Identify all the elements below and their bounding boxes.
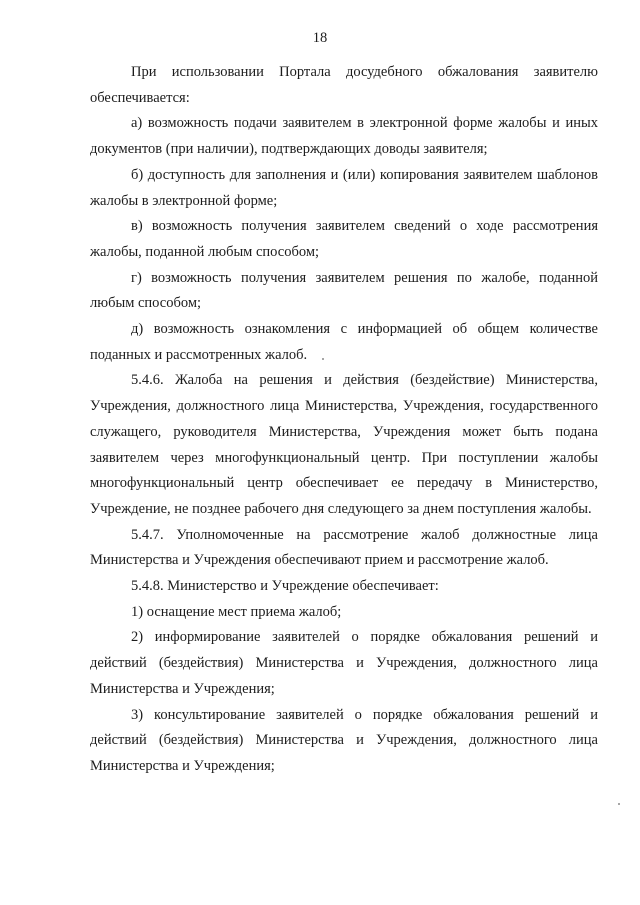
list-item-a: а) возможность подачи заявителем в электронной форме жалобы и иных документов (при наличии), подтверждающих доводы заявителя; — [90, 115, 598, 158]
list-item-v: в) возможность получения заявителем сведений о ходе рассмотрения жалобы, поданной любым способом; — [90, 218, 598, 260]
list-item-3: 3) консультирование заявителей о порядке обжалования решений и действий (бездействия) Министерства и Учреждения, должностного лица Министерства и Учреждения; — [90, 706, 598, 774]
section-5-4-7: 5.4.7. Уполномоченные на рассмотрение жалоб должностные лица Министерства и Учреждения обеспечивают прием и рассмотрение жалоб. — [90, 526, 598, 569]
list-item-2: 2) информирование заявителей о порядке обжалования решений и действий (бездействия) Министерства и Учреждения, должностного лица Министерства и Учреждения; — [90, 629, 598, 697]
paragraph-intro: При использовании Портала досудебного обжалования заявителю обеспечивается: — [90, 64, 598, 106]
section-5-4-8: 5.4.8. Министерство и Учреждение обеспечивает: — [131, 578, 439, 595]
document-body — [90, 60, 598, 780]
scan-speck — [322, 358, 324, 360]
page-number: 18 — [312, 30, 328, 46]
scan-speck — [618, 803, 620, 805]
section-5-4-6: 5.4.6. Жалоба на решения и действия (бездействие) Министерства, Учреждения, должностного лица Министерства, Учреждения, государственного служащего, руководителя Министерства, Учреждения может быть подана заявителем через многофункциональный центр. При поступлении жалобы многофункциональный центр обеспечивает ее передачу в Министерство, Учреждение, не позднее рабочего дня следующего за днем поступления жалобы. — [90, 372, 598, 517]
list-item-d: д) возможность ознакомления с информацией об общем количестве поданных и рассмотренных жалоб. — [90, 321, 598, 363]
list-item-g: г) возможность получения заявителем решения по жалобе, поданной любым способом; — [90, 269, 598, 312]
list-item-1: 1) оснащение мест приема жалоб; — [131, 603, 342, 620]
list-item-b: б) доступность для заполнения и (или) копирования заявителем шаблонов жалобы в электронной форме; — [90, 166, 598, 209]
